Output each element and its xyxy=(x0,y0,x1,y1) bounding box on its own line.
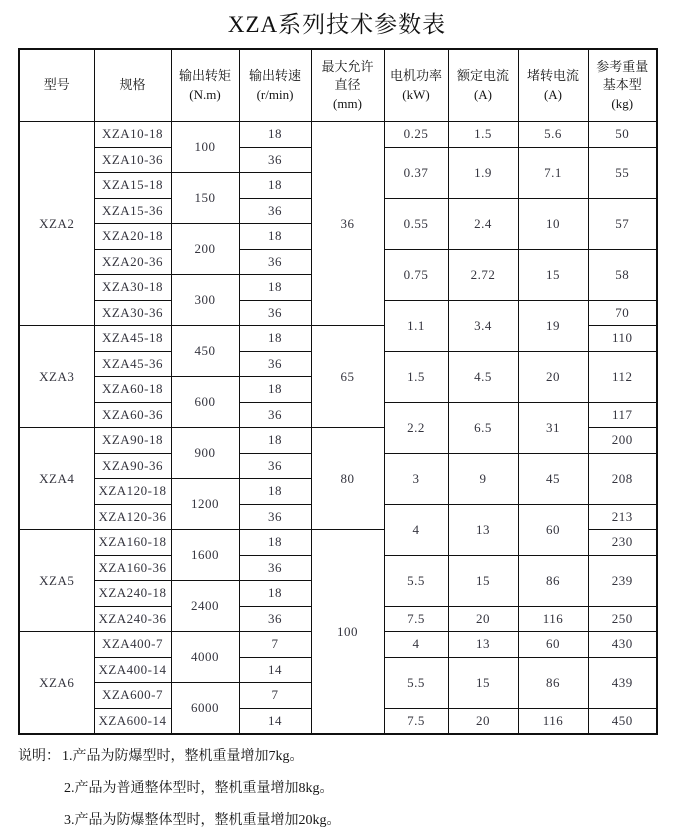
cell-weight: 230 xyxy=(588,530,657,556)
cell-rated: 3.4 xyxy=(448,300,518,351)
cell-speed: 36 xyxy=(239,606,311,632)
cell-locked: 86 xyxy=(518,657,588,708)
cell-diameter: 65 xyxy=(311,326,384,428)
cell-power: 1.1 xyxy=(384,300,448,351)
note-item: 3.产品为防爆整体型时，整机重量增加20kg。 xyxy=(64,813,341,828)
cell-locked: 86 xyxy=(518,555,588,606)
column-header-torque: 输出转矩 (N.m) xyxy=(171,49,239,122)
column-header-power: 电机功率 (kW) xyxy=(384,49,448,122)
note-line xyxy=(18,745,674,765)
cell-power: 3 xyxy=(384,453,448,504)
cell-torque: 900 xyxy=(171,428,239,479)
cell-locked: 20 xyxy=(518,351,588,402)
cell-spec: XZA45-36 xyxy=(94,351,171,377)
cell-spec: XZA20-36 xyxy=(94,249,171,275)
column-header-weight: 参考重量 基本型 (kg) xyxy=(588,49,657,122)
cell-torque: 2400 xyxy=(171,581,239,632)
cell-power: 1.5 xyxy=(384,351,448,402)
cell-power: 4 xyxy=(384,504,448,555)
cell-rated: 15 xyxy=(448,555,518,606)
cell-weight: 110 xyxy=(588,326,657,352)
table-row xyxy=(19,122,657,148)
cell-locked: 31 xyxy=(518,402,588,453)
cell-weight: 57 xyxy=(588,198,657,249)
cell-speed: 36 xyxy=(239,198,311,224)
column-header-locked: 堵转电流 (A) xyxy=(518,49,588,122)
cell-spec: XZA160-36 xyxy=(94,555,171,581)
cell-speed: 18 xyxy=(239,173,311,199)
cell-rated: 1.9 xyxy=(448,147,518,198)
cell-speed: 18 xyxy=(239,224,311,250)
column-header-speed: 输出转速 (r/min) xyxy=(239,49,311,122)
cell-speed: 18 xyxy=(239,581,311,607)
cell-speed: 7 xyxy=(239,683,311,709)
cell-spec: XZA60-18 xyxy=(94,377,171,403)
cell-power: 0.55 xyxy=(384,198,448,249)
cell-weight: 58 xyxy=(588,249,657,300)
cell-speed: 36 xyxy=(239,351,311,377)
cell-torque: 600 xyxy=(171,377,239,428)
table-body xyxy=(19,122,657,735)
cell-speed: 36 xyxy=(239,402,311,428)
cell-spec: XZA20-18 xyxy=(94,224,171,250)
cell-locked: 116 xyxy=(518,708,588,734)
column-header-model: 型号 xyxy=(19,49,94,122)
cell-spec: XZA90-18 xyxy=(94,428,171,454)
cell-power: 2.2 xyxy=(384,402,448,453)
cell-spec: XZA60-36 xyxy=(94,402,171,428)
cell-speed: 14 xyxy=(239,708,311,734)
cell-speed: 18 xyxy=(239,479,311,505)
cell-torque: 4000 xyxy=(171,632,239,683)
cell-rated: 20 xyxy=(448,606,518,632)
table-header xyxy=(19,49,657,122)
cell-weight: 439 xyxy=(588,657,657,708)
cell-rated: 13 xyxy=(448,632,518,658)
cell-weight: 55 xyxy=(588,147,657,198)
note-item: 2.产品为普通整体型时，整机重量增加8kg。 xyxy=(64,781,334,796)
cell-rated: 15 xyxy=(448,657,518,708)
cell-power: 5.5 xyxy=(384,555,448,606)
page-title: XZA系列技术参数表 xyxy=(227,12,447,37)
cell-torque: 150 xyxy=(171,173,239,224)
cell-locked: 19 xyxy=(518,300,588,351)
cell-spec: XZA240-18 xyxy=(94,581,171,607)
cell-speed: 18 xyxy=(239,428,311,454)
cell-diameter: 80 xyxy=(311,428,384,530)
cell-speed: 18 xyxy=(239,122,311,148)
cell-locked: 116 xyxy=(518,606,588,632)
cell-power: 0.75 xyxy=(384,249,448,300)
cell-weight: 213 xyxy=(588,504,657,530)
header-row xyxy=(19,49,657,122)
cell-spec: XZA400-7 xyxy=(94,632,171,658)
cell-spec: XZA10-36 xyxy=(94,147,171,173)
cell-spec: XZA30-36 xyxy=(94,300,171,326)
cell-spec: XZA240-36 xyxy=(94,606,171,632)
cell-locked: 7.1 xyxy=(518,147,588,198)
cell-speed: 36 xyxy=(239,555,311,581)
cell-speed: 36 xyxy=(239,453,311,479)
cell-rated: 13 xyxy=(448,504,518,555)
cell-speed: 36 xyxy=(239,300,311,326)
cell-rated: 4.5 xyxy=(448,351,518,402)
cell-spec: XZA160-18 xyxy=(94,530,171,556)
cell-power: 4 xyxy=(384,632,448,658)
cell-locked: 60 xyxy=(518,504,588,555)
cell-weight: 117 xyxy=(588,402,657,428)
cell-torque: 450 xyxy=(171,326,239,377)
cell-speed: 18 xyxy=(239,530,311,556)
cell-speed: 36 xyxy=(239,249,311,275)
cell-model: XZA3 xyxy=(19,326,94,428)
cell-rated: 2.4 xyxy=(448,198,518,249)
cell-locked: 45 xyxy=(518,453,588,504)
note-item: 1.产品为防爆型时，整机重量增加7kg。 xyxy=(62,749,304,764)
cell-speed: 18 xyxy=(239,275,311,301)
cell-rated: 9 xyxy=(448,453,518,504)
cell-speed: 36 xyxy=(239,504,311,530)
notes-label: 说明： xyxy=(18,749,60,764)
notes xyxy=(18,745,674,829)
cell-locked: 5.6 xyxy=(518,122,588,148)
cell-speed: 18 xyxy=(239,377,311,403)
cell-spec: XZA600-14 xyxy=(94,708,171,734)
cell-model: XZA6 xyxy=(19,632,94,735)
cell-weight: 70 xyxy=(588,300,657,326)
cell-model: XZA5 xyxy=(19,530,94,632)
cell-diameter: 36 xyxy=(311,122,384,326)
cell-weight: 50 xyxy=(588,122,657,148)
cell-weight: 430 xyxy=(588,632,657,658)
cell-model: XZA2 xyxy=(19,122,94,326)
cell-spec: XZA120-18 xyxy=(94,479,171,505)
cell-model: XZA4 xyxy=(19,428,94,530)
cell-rated: 2.72 xyxy=(448,249,518,300)
column-header-diameter: 最大允许 直径 (mm) xyxy=(311,49,384,122)
column-header-spec: 规格 xyxy=(94,49,171,122)
cell-weight: 200 xyxy=(588,428,657,454)
cell-weight: 112 xyxy=(588,351,657,402)
cell-torque: 1600 xyxy=(171,530,239,581)
cell-rated: 1.5 xyxy=(448,122,518,148)
cell-torque: 1200 xyxy=(171,479,239,530)
cell-rated: 6.5 xyxy=(448,402,518,453)
column-header-rated: 额定电流 (A) xyxy=(448,49,518,122)
cell-weight: 250 xyxy=(588,606,657,632)
cell-power: 0.37 xyxy=(384,147,448,198)
cell-torque: 200 xyxy=(171,224,239,275)
cell-spec: XZA15-18 xyxy=(94,173,171,199)
cell-spec: XZA400-14 xyxy=(94,657,171,683)
cell-spec: XZA30-18 xyxy=(94,275,171,301)
cell-diameter: 100 xyxy=(311,530,384,735)
cell-spec: XZA15-36 xyxy=(94,198,171,224)
cell-weight: 450 xyxy=(588,708,657,734)
cell-power: 7.5 xyxy=(384,708,448,734)
cell-spec: XZA600-7 xyxy=(94,683,171,709)
cell-torque: 100 xyxy=(171,122,239,173)
cell-torque: 300 xyxy=(171,275,239,326)
cell-locked: 10 xyxy=(518,198,588,249)
parameters-table xyxy=(18,48,658,735)
cell-power: 7.5 xyxy=(384,606,448,632)
cell-speed: 18 xyxy=(239,326,311,352)
cell-power: 0.25 xyxy=(384,122,448,148)
cell-spec: XZA120-36 xyxy=(94,504,171,530)
cell-locked: 15 xyxy=(518,249,588,300)
cell-rated: 20 xyxy=(448,708,518,734)
cell-spec: XZA45-18 xyxy=(94,326,171,352)
cell-speed: 7 xyxy=(239,632,311,658)
cell-power: 5.5 xyxy=(384,657,448,708)
cell-speed: 36 xyxy=(239,147,311,173)
cell-weight: 208 xyxy=(588,453,657,504)
cell-torque: 6000 xyxy=(171,683,239,735)
cell-speed: 14 xyxy=(239,657,311,683)
cell-locked: 60 xyxy=(518,632,588,658)
cell-weight: 239 xyxy=(588,555,657,606)
cell-spec: XZA10-18 xyxy=(94,122,171,148)
cell-spec: XZA90-36 xyxy=(94,453,171,479)
